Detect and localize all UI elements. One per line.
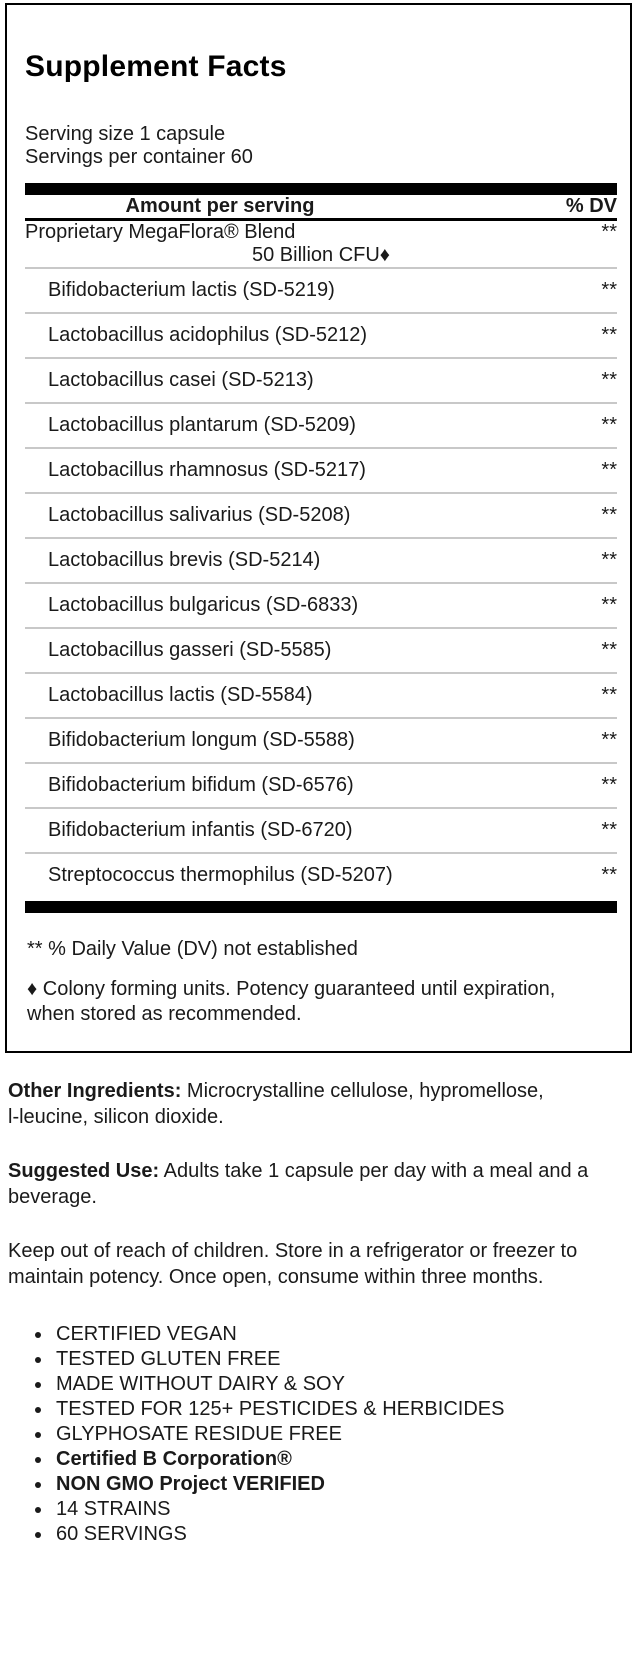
table-row <box>25 358 617 403</box>
blend-dv-value: ** <box>601 221 617 243</box>
suggested-use-label: Suggested Use: <box>8 1160 160 1182</box>
suggested-use-text: Adults take 1 capsule per day with a meal and a beverage. <box>8 1160 589 1208</box>
ingredient-name: Bifidobacterium bifidum (SD-6576) <box>25 763 415 808</box>
serving-size-text: Serving size 1 capsule <box>25 123 226 145</box>
ingredient-dv-value: ** <box>415 313 617 358</box>
table-row <box>25 718 617 763</box>
ingredient-dv-value: ** <box>415 673 617 718</box>
ingredient-dv-value: ** <box>415 403 617 448</box>
ingredient-dv-value: ** <box>415 268 617 313</box>
ingredient-name: Bifidobacterium infantis (SD-6720) <box>25 808 415 853</box>
list-item: • TESTED FOR 125+ PESTICIDES & HERBICIDES <box>53 1397 632 1422</box>
ingredient-name: Lactobacillus brevis (SD-5214) <box>25 538 415 583</box>
list-item: • Certified B Corporation® <box>53 1447 632 1472</box>
facts-table <box>25 195 617 897</box>
ingredient-name: Lactobacillus salivarius (SD-5208) <box>25 493 415 538</box>
ingredient-name: Streptococcus thermophilus (SD-5207) <box>25 853 415 897</box>
ingredient-dv-value: ** <box>415 358 617 403</box>
ingredient-dv-value: ** <box>415 808 617 853</box>
amount-per-serving-header: Amount per serving <box>25 195 415 220</box>
percent-dv-header: % DV <box>415 195 617 220</box>
table-row <box>25 538 617 583</box>
ingredient-name: Lactobacillus gasseri (SD-5585) <box>25 628 415 673</box>
ingredient-name: Lactobacillus lactis (SD-5584) <box>25 673 415 718</box>
list-item: • 60 SERVINGS <box>53 1522 632 1547</box>
list-item: • 14 STRAINS <box>53 1497 632 1522</box>
feature-list <box>8 1322 632 1547</box>
table-row <box>25 853 617 897</box>
table-row <box>25 808 617 853</box>
blend-amount-row <box>25 244 617 268</box>
supplement-label-page <box>0 3 640 1654</box>
table-row <box>25 268 617 313</box>
ingredient-name: Bifidobacterium lactis (SD-5219) <box>25 268 415 313</box>
ingredient-dv-value: ** <box>415 763 617 808</box>
other-ingredients-label: Other Ingredients: <box>8 1080 182 1102</box>
blend-name: Proprietary MegaFlora® Blend <box>25 221 296 243</box>
ingredient-dv-value: ** <box>415 718 617 763</box>
list-item: • GLYPHOSATE RESIDUE FREE <box>53 1422 632 1447</box>
table-row <box>25 403 617 448</box>
ingredient-dv-value: ** <box>415 853 617 897</box>
ingredient-dv-value: ** <box>415 583 617 628</box>
ingredient-dv-value: ** <box>415 493 617 538</box>
panel-title: Supplement Facts <box>25 50 287 83</box>
storage-warning-paragraph: Keep out of reach of children. Store in a refrigerator or freezer to maintain potency. Once open, consume within three months. <box>8 1240 578 1288</box>
ingredient-name: Lactobacillus plantarum (SD-5209) <box>25 403 415 448</box>
serving-info <box>25 123 617 169</box>
list-item: • CERTIFIED VEGAN <box>53 1322 632 1347</box>
heavy-rule-bottom <box>25 901 617 913</box>
table-row <box>25 628 617 673</box>
ingredient-name: Lactobacillus acidophilus (SD-5212) <box>25 313 415 358</box>
table-row <box>25 583 617 628</box>
dv-footnote: ** % Daily Value (DV) not established <box>27 938 358 960</box>
ingredient-name: Bifidobacterium longum (SD-5588) <box>25 718 415 763</box>
table-row <box>25 673 617 718</box>
ingredient-dv-value: ** <box>415 628 617 673</box>
list-item: • TESTED GLUTEN FREE <box>53 1347 632 1372</box>
ingredient-name: Lactobacillus rhamnosus (SD-5217) <box>25 448 415 493</box>
ingredient-dv-value: ** <box>415 538 617 583</box>
other-ingredients-paragraph <box>8 1078 553 1130</box>
table-header-row <box>25 195 617 220</box>
list-item: • NON GMO Project VERIFIED <box>53 1472 632 1497</box>
table-row <box>25 493 617 538</box>
ingredient-rows-body <box>25 220 617 898</box>
suggested-use-paragraph <box>8 1158 632 1210</box>
facts-table-head <box>25 195 617 220</box>
table-row <box>25 448 617 493</box>
list-item: • MADE WITHOUT DAIRY & SOY <box>53 1372 632 1397</box>
blend-amount-value: 50 Billion CFU♦ <box>251 244 391 266</box>
heavy-rule-top <box>25 183 617 195</box>
ingredient-dv-value: ** <box>415 448 617 493</box>
other-ingredients-text: Microcrystalline cellulose, hypromellose, l-leucine, silicon dioxide. <box>8 1080 544 1128</box>
supplement-facts-panel <box>5 3 632 1053</box>
table-row <box>25 313 617 358</box>
ingredient-name: Lactobacillus casei (SD-5213) <box>25 358 415 403</box>
blend-row <box>25 220 617 245</box>
table-row <box>25 763 617 808</box>
cfu-footnote: ♦ Colony forming units. Potency guaranteed until expiration, when stored as recommended. <box>27 978 556 1025</box>
additional-info-section <box>8 1078 632 1547</box>
ingredient-name: Lactobacillus bulgaricus (SD-6833) <box>25 583 415 628</box>
servings-per-container-text: Servings per container 60 <box>25 146 253 168</box>
